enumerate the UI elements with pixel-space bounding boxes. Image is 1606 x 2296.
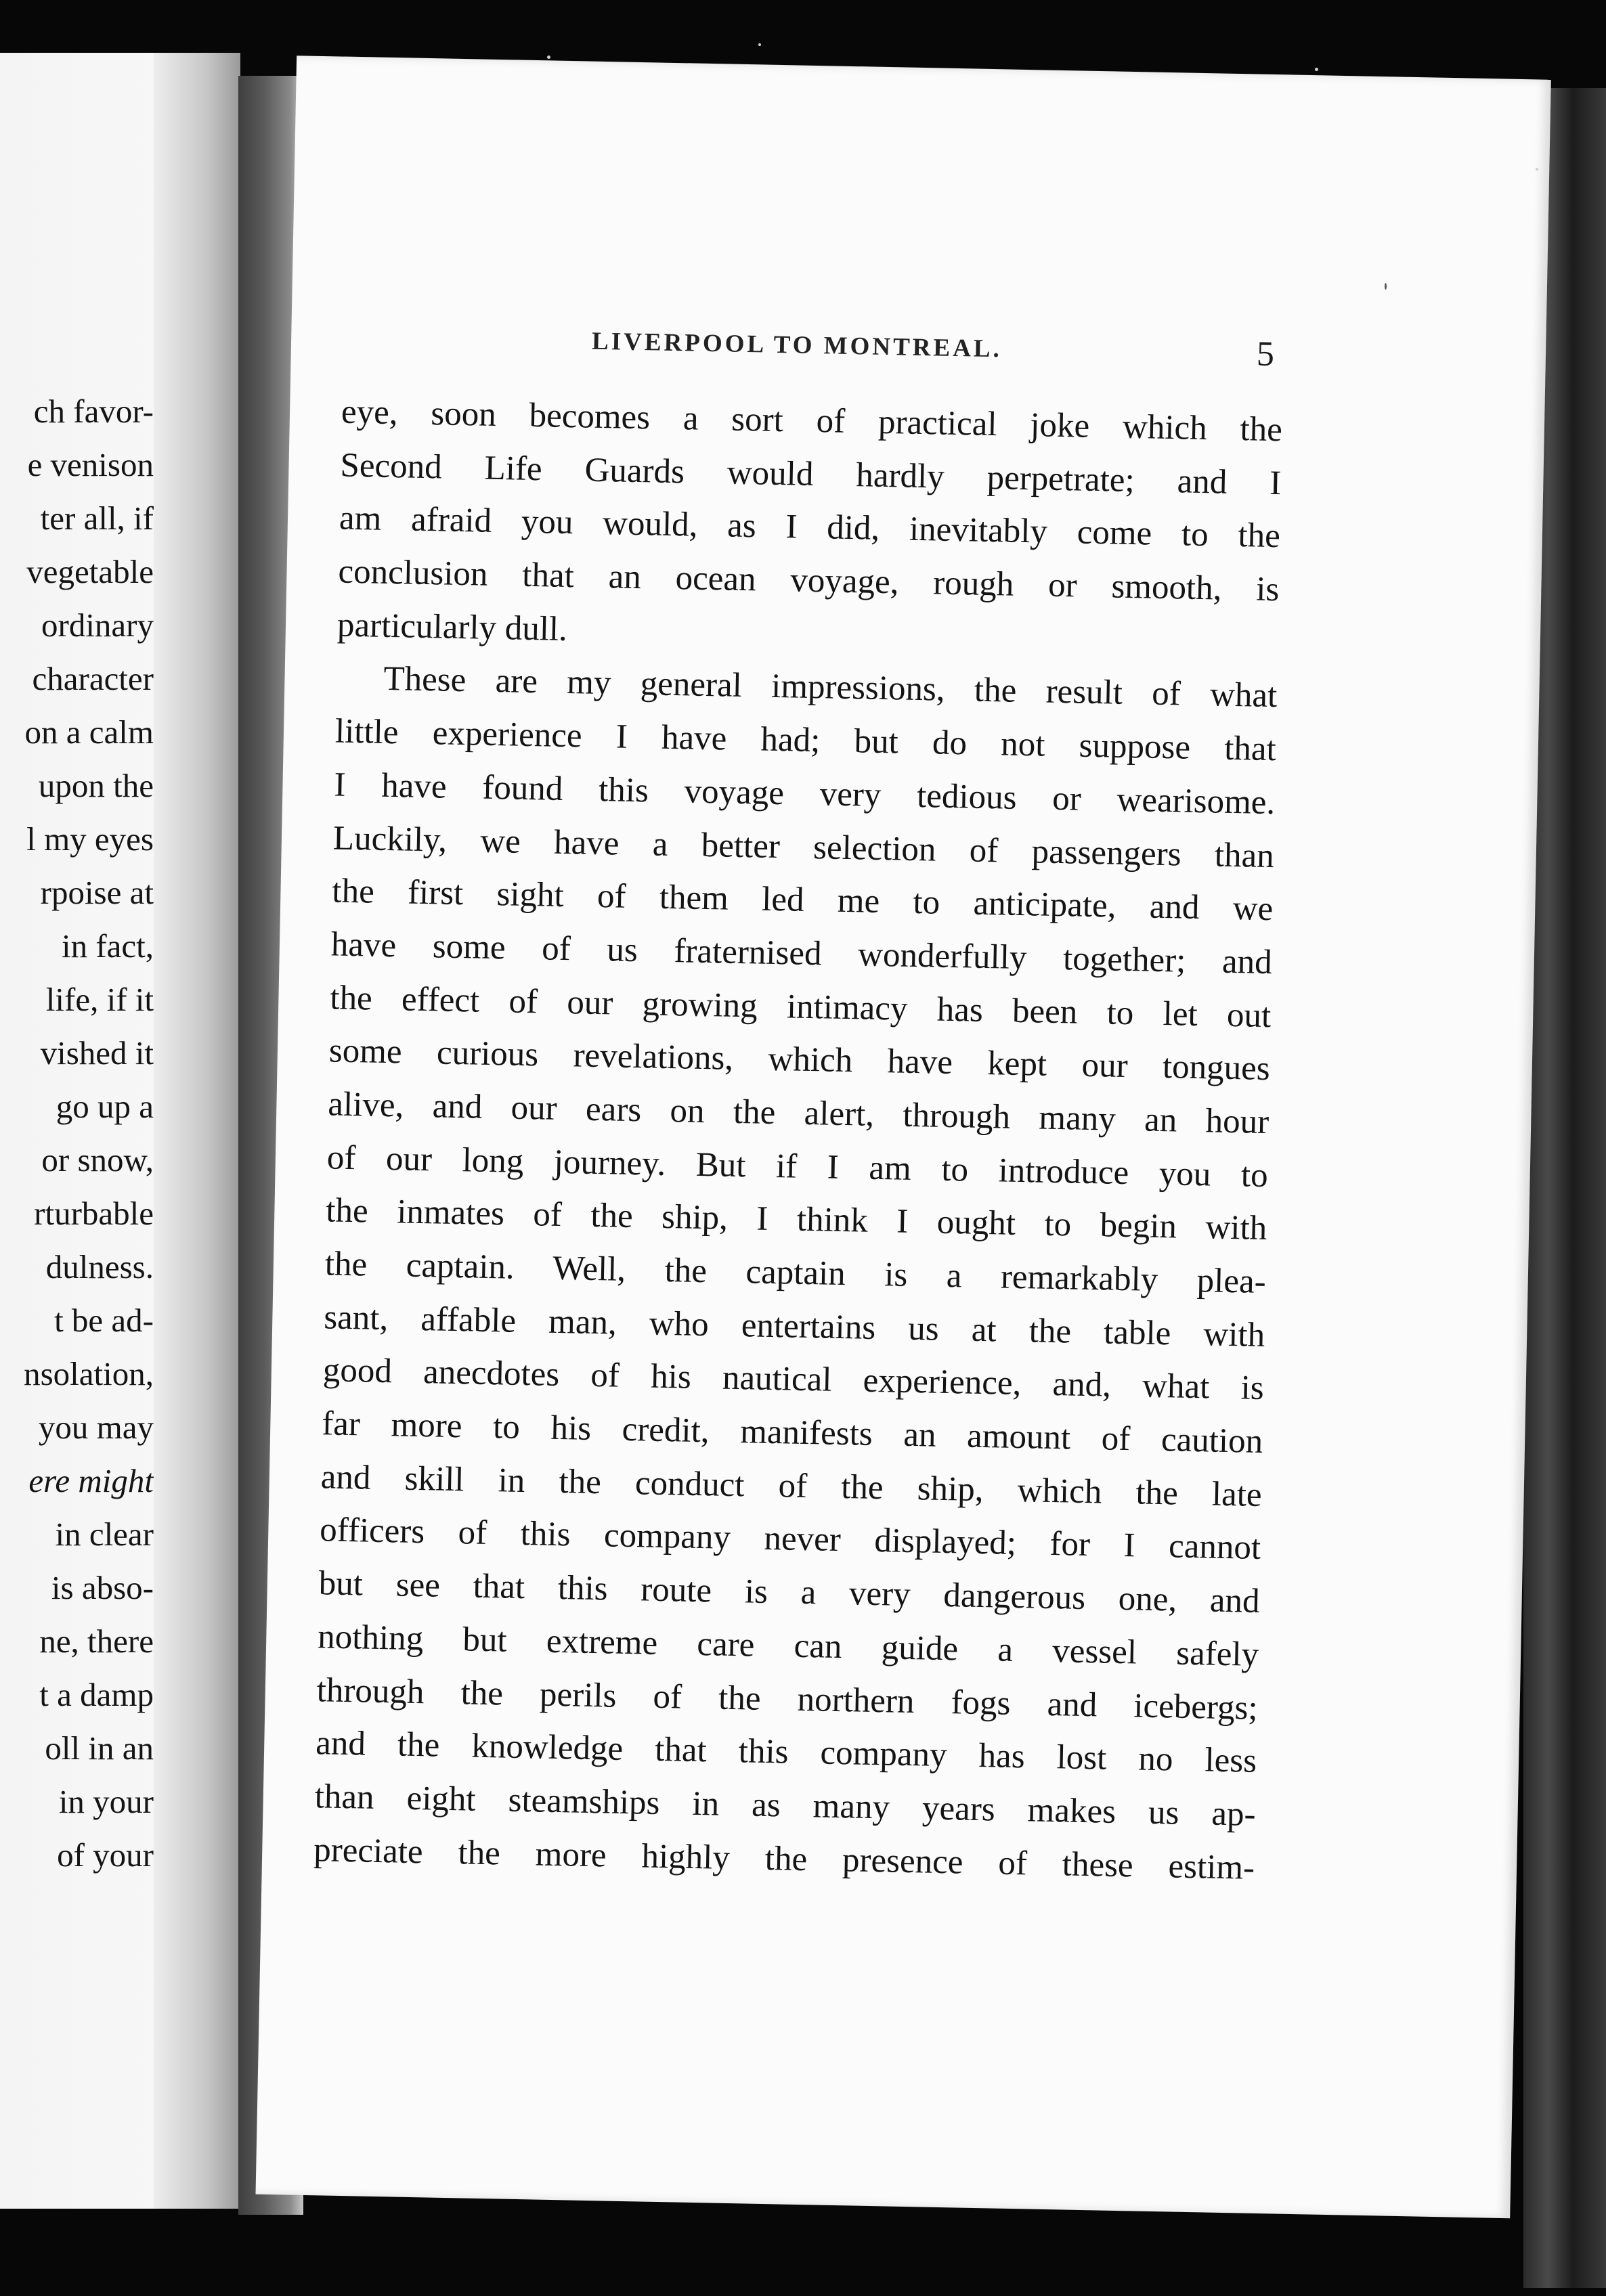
scan-speck <box>1315 68 1318 71</box>
left-line: e venison <box>27 446 154 483</box>
left-line: rpoise at <box>40 874 154 911</box>
page-number: 5 <box>1256 334 1275 374</box>
left-page-text <box>24 384 154 1882</box>
text-line: of our long journey. But if I am to introduce you to <box>326 1139 1269 1195</box>
text-line: I have found this voyage very tedious or wearisome. <box>333 766 1276 822</box>
scan-speck <box>1536 168 1538 171</box>
text-line: have some of us fraternised wonderfully together; and <box>330 925 1273 981</box>
left-line: rturbable <box>34 1195 154 1232</box>
text-line: particularly dull. <box>337 606 568 648</box>
text-line: good anecdotes of his nautical experience, and, what is <box>322 1351 1265 1408</box>
left-line: nsolation, <box>24 1355 154 1392</box>
text-line: the effect of our growing intimacy has been to let out <box>329 978 1272 1035</box>
text-line: far more to his credit, manifests an amount of caution <box>321 1405 1263 1461</box>
text-line: but see that this route is a very dangerous one, and <box>318 1564 1261 1621</box>
left-line: l my eyes <box>26 820 154 858</box>
scan-speck <box>1385 283 1387 290</box>
text-line: the inmates of the ship, I think I ought to begin with <box>325 1191 1267 1248</box>
right-page <box>256 56 1551 2218</box>
left-facing-page <box>0 53 240 2209</box>
left-line: upon the <box>38 767 154 804</box>
running-header <box>290 321 1546 386</box>
text-line: sant, affable man, who entertains us at the table with <box>323 1298 1265 1354</box>
left-line: ordinary <box>41 606 154 644</box>
text-line: conclusion that an ocean voyage, rough or smooth, is <box>338 552 1280 609</box>
left-line: character <box>32 660 154 697</box>
left-line: in clear <box>55 1516 154 1553</box>
running-title: LIVERPOOL TO MONTREAL. <box>591 327 1003 363</box>
text-line: the captain. Well, the captain is a remarkably plea- <box>324 1245 1267 1302</box>
left-line: of your <box>57 1836 154 1874</box>
left-line: life, if it <box>45 981 154 1018</box>
left-line: ter all, if <box>40 500 154 537</box>
left-line: ch favor- <box>33 393 154 430</box>
text-line: some curious revelations, which have kept our tongues <box>328 1032 1271 1088</box>
left-line: on a calm <box>24 713 154 751</box>
text-line: am afraid you would, as I did, inevitably come to the <box>339 499 1281 556</box>
text-line: and the knowledge that this company has lost no less <box>315 1724 1257 1781</box>
scan-speck <box>758 43 761 46</box>
left-line: ere might <box>28 1462 154 1499</box>
left-line: t be ad- <box>54 1302 154 1339</box>
left-line: or snow, <box>41 1141 154 1178</box>
left-line: you may <box>38 1409 154 1446</box>
page-body-text <box>313 386 1283 1895</box>
text-line: the first sight of them led me to anticipate, and we <box>331 872 1274 929</box>
left-line: dulness. <box>45 1248 154 1285</box>
left-page-curl-shadow <box>154 53 240 2209</box>
text-line: Luckily, we have a better selection of passengers than <box>332 818 1275 875</box>
text-line: little experience I have had; but do not suppose that <box>334 712 1277 769</box>
text-line: than eight steamships in as many years makes us ap- <box>314 1778 1257 1834</box>
text-line: preciate the more highly the presence of these estim- <box>313 1830 1255 1887</box>
left-line: oll in an <box>45 1729 154 1767</box>
left-line: is abso- <box>51 1569 154 1606</box>
text-line: alive, and our ears on the alert, through many an hour <box>327 1085 1269 1142</box>
left-line: t a damp <box>39 1676 154 1713</box>
left-line: ne, there <box>39 1622 154 1660</box>
left-line: vished it <box>40 1034 154 1072</box>
text-line: nothing but extreme care can guide a vessel safely <box>317 1618 1259 1674</box>
text-line: through the perils of the northern fogs and icebergs; <box>316 1671 1259 1727</box>
scan-speck <box>547 56 550 59</box>
text-line: These are my general impressions, the result of what <box>383 660 1278 715</box>
left-line: vegetable <box>26 553 154 590</box>
left-line: in your <box>58 1783 154 1820</box>
text-line: Second Life Guards would hardly perpetrate; and I <box>340 446 1282 502</box>
left-line: in fact, <box>61 927 154 965</box>
text-line: and skill in the conduct of the ship, which the late <box>320 1458 1263 1514</box>
text-line: officers of this company never displayed; for I cannot <box>319 1511 1261 1568</box>
text-line: eye, soon becomes a sort of practical joke which the <box>341 393 1283 449</box>
left-line: go up a <box>56 1088 154 1125</box>
